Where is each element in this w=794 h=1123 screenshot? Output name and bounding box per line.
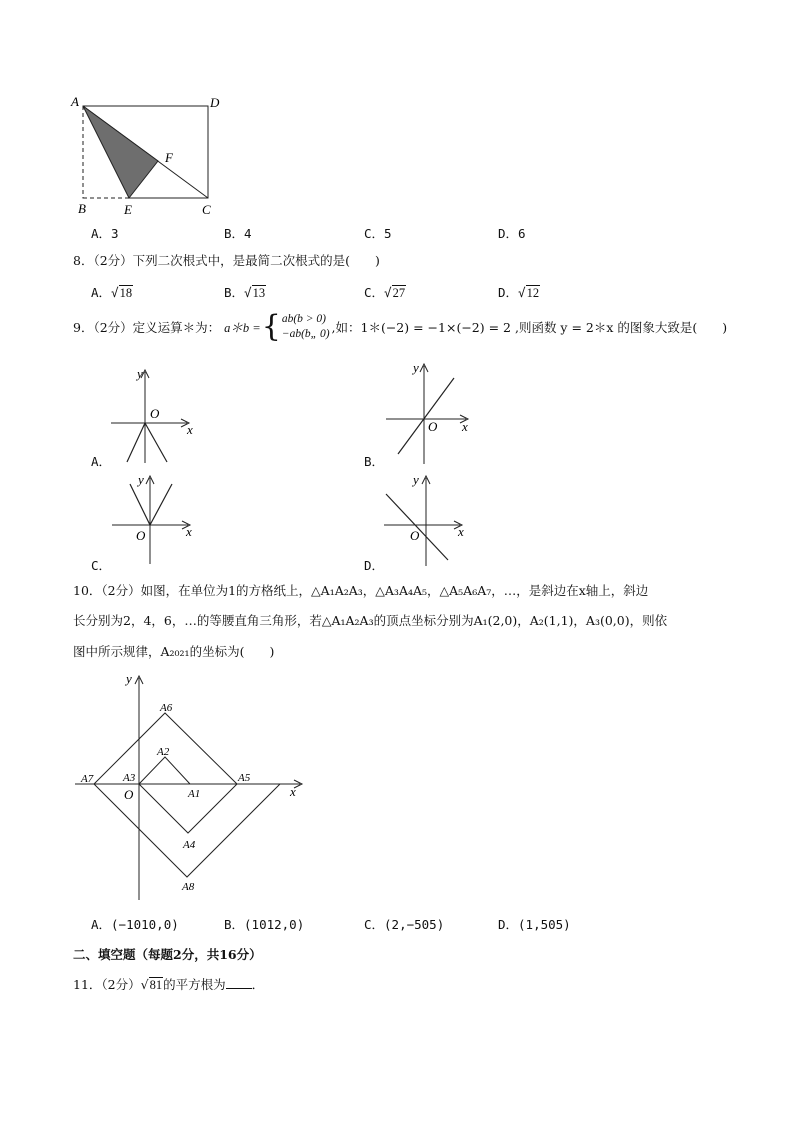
label-a4: A4 bbox=[183, 839, 196, 851]
label-b: B bbox=[78, 201, 86, 216]
q10-option-c: C．(2,−505) bbox=[364, 917, 445, 932]
svg-text:O: O bbox=[428, 419, 438, 434]
graph-a-line-left bbox=[127, 423, 145, 462]
svg-text:y: y bbox=[138, 472, 144, 487]
svg-text:O: O bbox=[124, 787, 134, 802]
q7-option-b: B．4 bbox=[224, 226, 252, 241]
label-a: A bbox=[71, 94, 79, 109]
triangle-a7a8 bbox=[94, 784, 280, 877]
q7-option-c: C．5 bbox=[364, 226, 392, 241]
q9-graph-c bbox=[108, 470, 208, 570]
label-e: E bbox=[124, 202, 132, 217]
graph-c-line-left bbox=[130, 484, 150, 525]
label-a3: A3 bbox=[123, 772, 136, 784]
svg-text:x: x bbox=[462, 419, 468, 434]
label-a7: A7 bbox=[81, 773, 94, 785]
q10-figure bbox=[70, 668, 320, 903]
q9-option-a: A． bbox=[91, 454, 112, 469]
q9-graph-a bbox=[105, 362, 205, 467]
q10-option-a: A．(−1010,0) bbox=[91, 917, 179, 932]
graph-b-line bbox=[398, 378, 454, 454]
q10-line-1: 10．（2分）如图，在单位为1的方格纸上，△A₁A₂A₃，△A₃A₄A₅，△A₅A₆A₇，…，是斜边在x轴上，斜边 bbox=[73, 583, 649, 598]
q11-answer-blank[interactable] bbox=[226, 976, 252, 989]
svg-text:x: x bbox=[458, 524, 464, 539]
q9-option-d: D． bbox=[364, 558, 385, 573]
svg-text:x: x bbox=[290, 784, 296, 799]
triangle-a3a2a1 bbox=[139, 757, 190, 784]
graph-a-line-right bbox=[145, 423, 167, 462]
q9-graph-b bbox=[380, 358, 480, 468]
label-d: D bbox=[210, 95, 220, 110]
q9-example: ,如：1＊(−2) = −1×(−2) = 2 ,则函数 y = 2＊x 的图象大致是( ) bbox=[331, 320, 728, 335]
svg-text:y: y bbox=[413, 472, 419, 487]
q8-option-c: C．√27 bbox=[364, 285, 406, 300]
q9-option-c: C． bbox=[91, 558, 112, 573]
q9-case-1: ab(b > 0) bbox=[281, 313, 326, 325]
q7-option-d: D．6 bbox=[498, 226, 526, 241]
q10-line-2: 长分别为2，4，6，…的等腰直角三角形，若△A₁A₂A₃的顶点坐标分别为A₁(2,0)，A₂(1,1)，A₃(0,0)，则依 bbox=[73, 613, 668, 628]
label-c: C bbox=[202, 202, 211, 217]
section-2-heading: 二、填空题（每题2分，共16分） bbox=[73, 947, 262, 962]
svg-text:y: y bbox=[126, 671, 132, 686]
svg-text:x: x bbox=[187, 422, 193, 437]
q8-stem: 8．（2分）下列二次根式中，是最简二次根式的是( ) bbox=[73, 253, 380, 268]
label-a6: A6 bbox=[160, 702, 173, 714]
svg-text:O: O bbox=[410, 528, 420, 543]
label-a5: A5 bbox=[238, 772, 251, 784]
q7-figure bbox=[68, 90, 228, 220]
q11-stem: 11．（2分）√81的平方根为 ． bbox=[73, 977, 265, 992]
q9-graph-d bbox=[380, 470, 480, 570]
label-a2: A2 bbox=[157, 746, 170, 758]
svg-text:O: O bbox=[136, 528, 146, 543]
q10-option-d: D．(1,505) bbox=[498, 917, 571, 932]
svg-text:x: x bbox=[186, 524, 192, 539]
svg-text:y: y bbox=[137, 366, 143, 381]
label-f: F bbox=[165, 150, 173, 165]
q10-option-b: B．(1012,0) bbox=[224, 917, 305, 932]
q9-case-2: −ab(b„ 0) bbox=[281, 328, 330, 340]
shaded-triangle bbox=[83, 106, 158, 198]
q9-option-b: B． bbox=[364, 454, 385, 469]
q10-line-3: 图中所示规律，A₂₀₂₁的坐标为( ) bbox=[73, 644, 275, 659]
q7-option-a: A．3 bbox=[91, 226, 119, 241]
q9-stem: 9．（2分）定义运算＊为： a＊b = { ab(b > 0) −ab(b„ 0) ,如：1＊(−2) = −1×(−2) = 2 ,则函数 y = 2＊x 的图象大致是( ) bbox=[73, 309, 728, 344]
q8-option-b: B．√13 bbox=[224, 285, 266, 300]
label-a1: A1 bbox=[188, 788, 201, 800]
label-a8: A8 bbox=[182, 881, 195, 893]
q8-option-d: D．√12 bbox=[498, 285, 540, 300]
graph-d-line bbox=[386, 494, 448, 560]
q8-option-a: A．√18 bbox=[91, 285, 133, 300]
svg-text:y: y bbox=[413, 360, 419, 375]
svg-text:O: O bbox=[150, 406, 160, 421]
graph-c-line-right bbox=[150, 484, 172, 525]
